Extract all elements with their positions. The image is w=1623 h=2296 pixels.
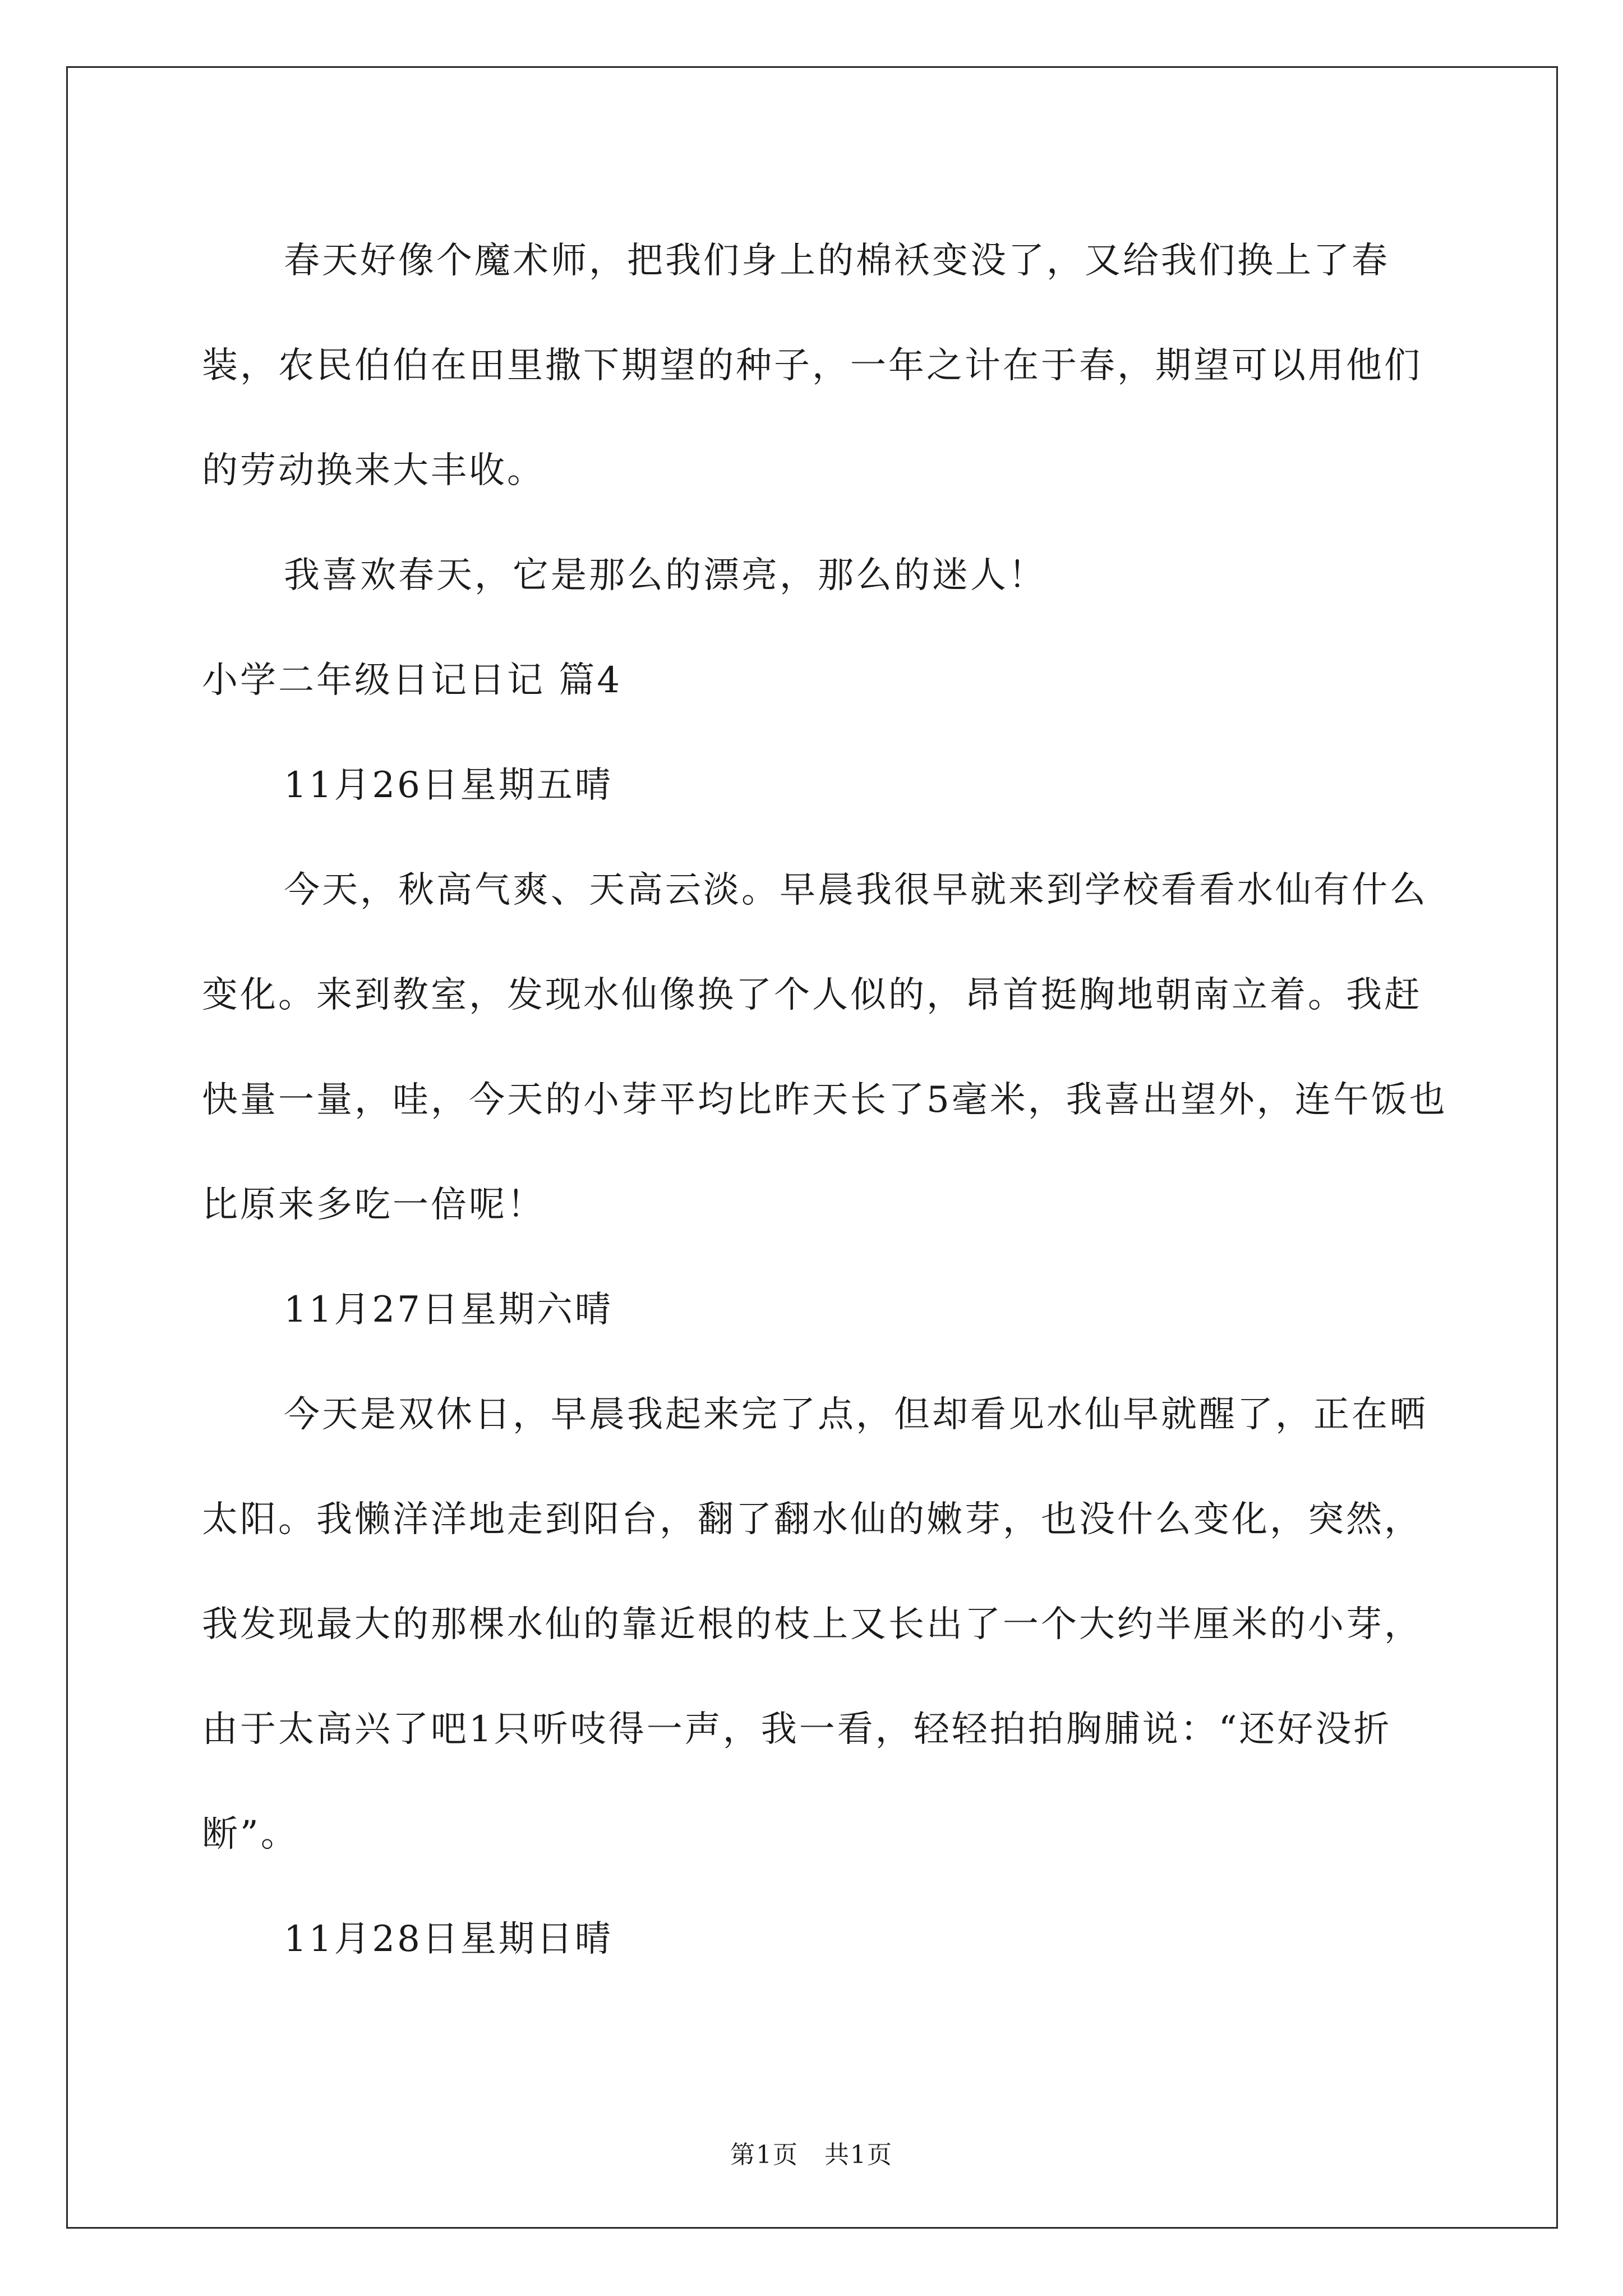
date-line: 11月26日星期五晴 (284, 765, 613, 806)
paragraph: 我喜欢春天，它是那么的漂亮，那么的迷人！ (284, 555, 1046, 596)
paragraph: 春天好像个魔术师，把我们身上的棉袄变没了，又给我们换上了春装，农民伯伯在田里撒下期望的种子，一年之计在于春，期望可以用他们的劳动换来大丰收。 (202, 240, 1422, 491)
document-body (202, 209, 1458, 1992)
paragraph: 今天是双休日，早晨我起来完了点，但却看见水仙早就醒了，正在晒太阳。我懒洋洋地走到阳台，翻了翻水仙的嫩芽，也没什么变化，突然，我发现最大的那棵水仙的靠近根的枝上又长出了一个大约半厘米的小芽，由于太高兴了吧1只听吱得一声，我一看，轻轻拍拍胸脯说：“还好没折断”。 (202, 1394, 1428, 1855)
page-number-footer: 第1页 共1页 (730, 2141, 893, 2169)
paragraph: 今天，秋高气爽、天高云淡。早晨我很早就来到学校看看水仙有什么变化。来到教室，发现水仙像换了个人似的，昂首挺胸地朝南立着。我赶快量一量，哇，今天的小芽平均比昨天长了5毫米，我喜出望外，连午饭也比原来多吃一倍呢！ (202, 869, 1447, 1226)
date-line: 11月28日星期日晴 (284, 1918, 613, 1960)
section-heading: 小学二年级日记日记 篇4 (202, 660, 623, 701)
date-line: 11月27日星期六晴 (284, 1289, 613, 1331)
